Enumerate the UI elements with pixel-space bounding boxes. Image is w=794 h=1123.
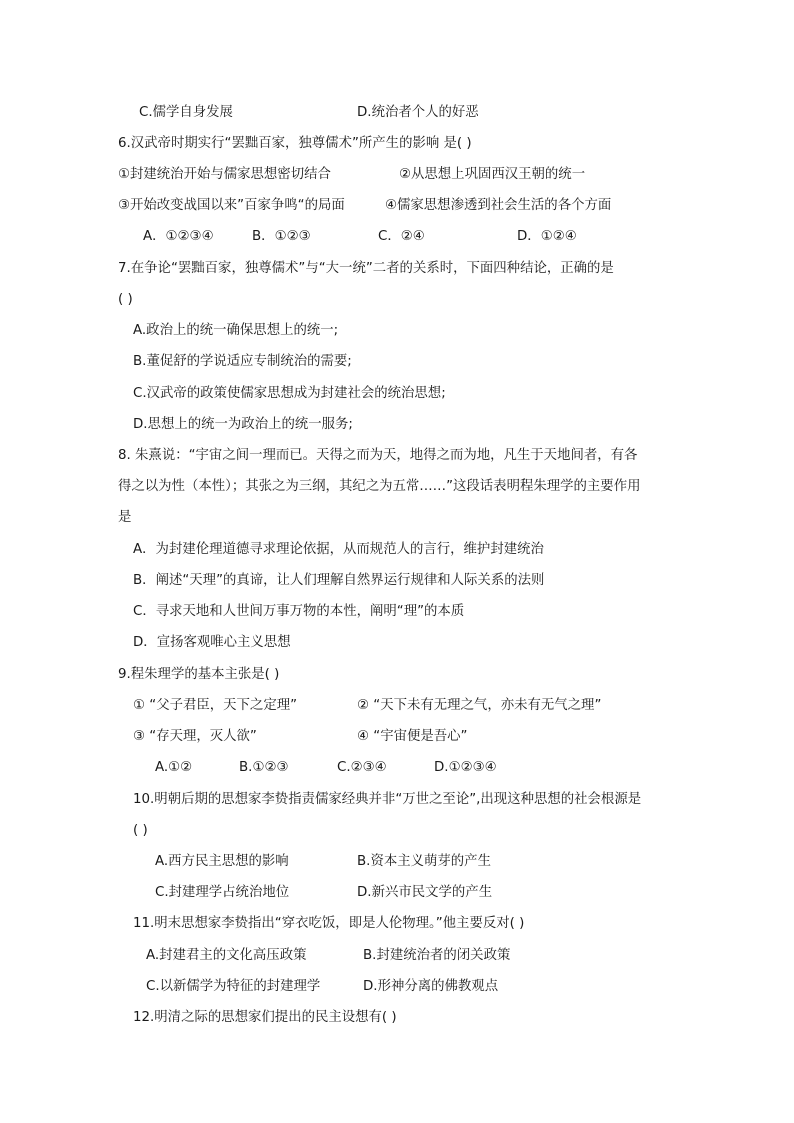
q9-statement-3: ③ “存天理，灭人欲” <box>133 729 257 744</box>
q6-statement-1: ①封建统治开始与儒家思想密切结合 <box>118 167 331 182</box>
q8-option-a: A．为封建伦理道德寻求理论依据，从而规范人的言行，维护封建统治 <box>133 542 544 557</box>
q10-option-a: A.西方民主思想的影响 <box>155 854 289 869</box>
q7-option-c: C.汉武帝的政策使儒家思想成为封建社会的统治思想; <box>133 386 446 401</box>
q5-option-d: D.统治者个人的好恶 <box>357 105 479 120</box>
q9-option-b: B.①②③ <box>239 760 289 775</box>
q10-option-b: B.资本主义萌芽的产生 <box>357 854 491 869</box>
q7-option-a: A.政治上的统一确保思想上的统一; <box>133 323 339 338</box>
q11-option-d: D.形神分离的佛教观点 <box>363 979 499 994</box>
q9-option-d: D.①②③④ <box>434 760 497 775</box>
q8-option-d: D．宣扬客观唯心主义思想 <box>133 635 291 650</box>
q6-option-d: D．①②④ <box>517 229 577 244</box>
q10-option-d: D.新兴市民文学的产生 <box>357 885 493 900</box>
q6-option-c: C．②④ <box>378 229 425 244</box>
q6-statement-3: ③开始改变战国以来”百家争鸣“的局面 <box>118 198 345 213</box>
q6-option-b: B．①②③ <box>252 229 311 244</box>
q5-option-c: C.儒学自身发展 <box>139 105 233 120</box>
q6-option-a: A．①②③④ <box>143 229 214 244</box>
q9-statement-1: ① “父子君臣，天下之定理” <box>133 698 298 713</box>
q7-option-b: B.董促舒的学说适应专制统治的需要; <box>133 354 352 369</box>
q11-option-c: C.以新儒学为特征的封建理学 <box>146 979 321 994</box>
q9-statement-4: ④ “宇宙便是吾心” <box>357 729 468 744</box>
q7-stem-line-2: ( ) <box>118 292 133 307</box>
q11-option-b: B.封建统治者的闭关政策 <box>363 948 511 963</box>
q6-statement-2: ②从思想上巩固西汉王朝的统一 <box>399 167 586 182</box>
q11-option-a: A.封建君主的文化高压政策 <box>146 948 307 963</box>
q9-stem: 9.程朱理学的基本主张是( ) <box>118 667 280 682</box>
q11-stem: 11.明末思想家李贽指出“穿衣吃饭，即是人伦物理。”他主要反对( ) <box>133 916 525 931</box>
q10-option-c: C.封建理学占统治地位 <box>155 885 290 900</box>
q6-statement-4: ④儒家思想渗透到社会生活的各个方面 <box>385 198 612 213</box>
q8-option-c: C．寻求天地和人世间万事万物的本性，阐明“理”的本质 <box>133 604 465 619</box>
q10-stem-line-1: 10.明朝后期的思想家李贽指责儒家经典并非“万世之至论”,出现这种思想的社会根源是 <box>133 792 642 807</box>
q9-option-c: C.②③④ <box>337 760 387 775</box>
q8-option-b: B．阐述“天理”的真谛，让人们理解自然界运行规律和人际关系的法则 <box>133 573 545 588</box>
q8-stem-line-3: 是 <box>118 510 132 525</box>
q6-stem: 6.汉武帝时期实行“罢黜百家，独尊儒术”所产生的影响 是( ) <box>118 136 472 151</box>
q7-stem-line-1: 7.在争论“罢黜百家，独尊儒术”与“大一统”二者的关系时，下面四种结论，正确的是 <box>118 261 614 276</box>
q9-option-a: A.①② <box>155 760 193 775</box>
q10-stem-line-2: ( ) <box>133 823 148 838</box>
q9-statement-2: ② “天下未有无理之气，亦未有无气之理” <box>357 698 602 713</box>
q8-stem-line-1: 8. 朱熹说：“宇宙之间一理而已。天得之而为天，地得之而为地，凡生于天地间者，有各 <box>118 448 638 463</box>
q7-option-d: D.思想上的统一为政治上的统一服务; <box>133 417 353 432</box>
q8-stem-line-2: 得之以为性（本性）；其张之为三纲，其纪之为五常……”这段话表明程朱理学的主要作用 <box>118 479 641 494</box>
q12-stem: 12.明清之际的思想家们提出的民主设想有( ) <box>133 1010 397 1025</box>
